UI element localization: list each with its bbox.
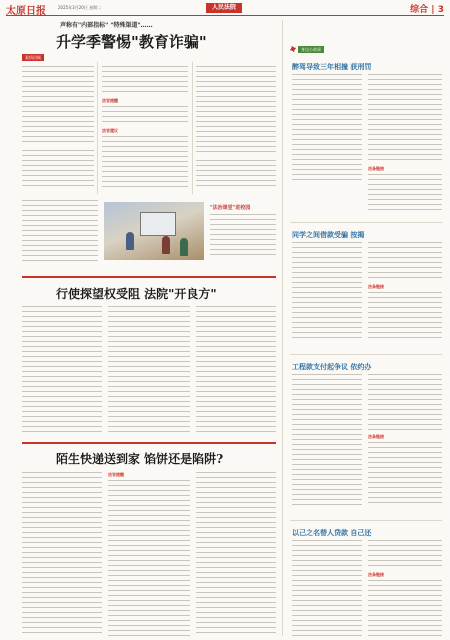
masthead (6, 2, 444, 16)
story-1-title: 醉驾导致三年相撞 获刑罚 (292, 63, 372, 71)
top-col-3-text (196, 66, 276, 156)
newspaper-logo: 太原日报 (6, 6, 46, 17)
story-4-text-a (292, 540, 362, 636)
story-1-text-a (292, 74, 362, 184)
classroom-photo (104, 202, 204, 260)
top-col-2-text-c (102, 136, 188, 188)
top-col-3-text-b (196, 160, 276, 188)
bottom-col-2-text (108, 480, 190, 636)
story-4-text-b (368, 540, 442, 570)
story-3-title: 工程款支付起争议 依约办 (292, 363, 372, 371)
section-badge: 人民法院 (206, 3, 242, 13)
story-2-title: 同学之间借款受骗 按揭 (292, 231, 365, 239)
story-4-title: 以己之名替人贷款 自己还 (292, 529, 372, 537)
story-3-text-b (368, 374, 442, 432)
top-tag: 案情回顾 (22, 54, 44, 61)
top-headline: 升学季警惕"教育诈骗" (56, 33, 207, 51)
gear-icon (290, 46, 296, 52)
story-2-law-link: 法条链接 (368, 284, 384, 289)
middle-col-2-text (108, 306, 190, 436)
issue-date: 2025年3月20日 星期二 (58, 5, 102, 10)
top-col-1-text (22, 66, 94, 146)
bottom-headline: 陌生快递送到家 馅饼还是陷阱? (56, 452, 224, 466)
story-2-text-c (368, 292, 442, 340)
section-bar (22, 442, 276, 444)
bottom-col-1-text (22, 472, 102, 636)
story-4-law-link: 法条链接 (368, 572, 384, 577)
top-sub-heading-1: 法官提醒 (102, 98, 118, 103)
story-divider (290, 222, 442, 223)
story-1-text-b (368, 74, 442, 164)
top-col-1-text-c (22, 200, 98, 262)
story-3-text-c (368, 442, 442, 506)
middle-col-1-text (22, 306, 102, 436)
story-4-text-c (368, 580, 442, 636)
top-col-2-text-b (102, 106, 188, 126)
bottom-sub-heading: 法官提醒 (108, 472, 124, 477)
story-divider (290, 520, 442, 521)
top-sub-heading-2: 法官建议 (102, 128, 118, 133)
right-column-tag: 身边小故事 (298, 46, 324, 53)
story-3-text-a (292, 374, 362, 506)
col-divider (97, 62, 98, 194)
middle-headline: 行使探望权受阻 法院"开良方" (56, 287, 217, 301)
story-3-law-link: 法条链接 (368, 434, 384, 439)
section-bar (22, 276, 276, 278)
story-2-text-a (292, 242, 362, 340)
story-1-law-link: 法条链接 (368, 166, 384, 171)
story-2-text-b (368, 242, 442, 282)
page-label: 综合 | 3 (410, 5, 444, 15)
middle-col-3-text (196, 306, 276, 436)
story-divider (290, 354, 442, 355)
page-divider (282, 20, 283, 636)
bottom-col-3-text (196, 472, 276, 636)
inset-caption (210, 214, 276, 258)
col-divider (192, 62, 193, 194)
top-col-2-text (102, 66, 188, 96)
top-col-1-text-b (22, 150, 94, 188)
story-1-text-c (368, 174, 442, 210)
inset-title: "法治课堂"进校园 (210, 205, 251, 211)
top-kicker: 声称有"内部指标" "特殊渠道"…… (60, 22, 153, 29)
